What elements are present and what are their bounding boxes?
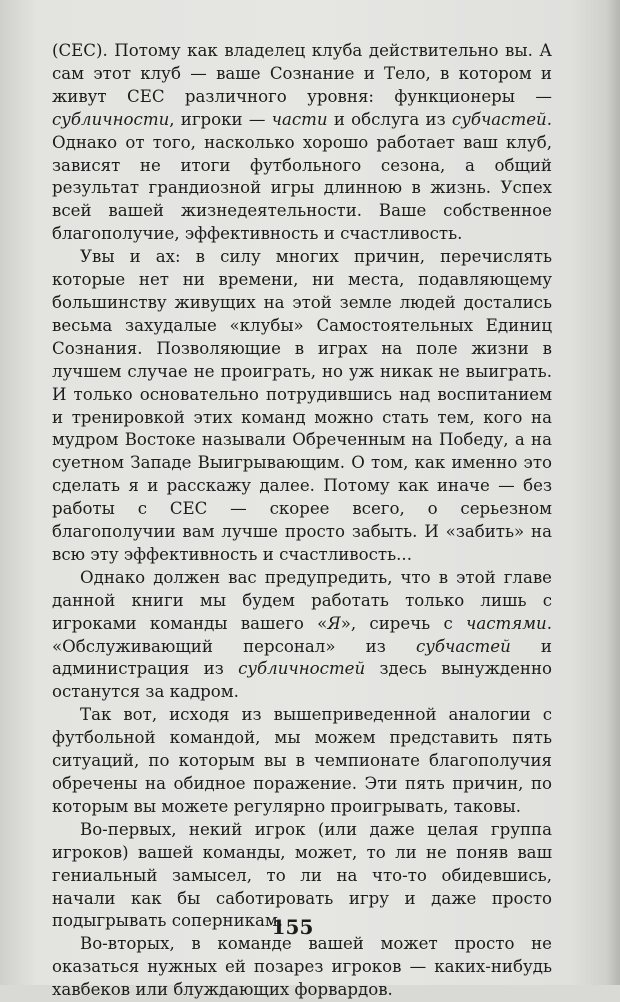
text-run: и обслуга из bbox=[327, 109, 452, 129]
text-run: Однако должен вас предупредить, что в этой главе данной книги мы будем работать только лишь с игроками команды вашего « bbox=[52, 567, 552, 633]
italic-term: субличностей bbox=[238, 659, 366, 679]
paragraph bbox=[52, 704, 552, 819]
page-edge-shadow bbox=[606, 0, 620, 985]
body-text bbox=[52, 40, 552, 1002]
italic-term: частями bbox=[466, 613, 547, 633]
paragraph bbox=[52, 246, 552, 567]
page-number: 155 bbox=[271, 915, 314, 939]
text-run: . Однако от того, насколько хорошо работает ваш клуб, зависят не итоги футбольного сезона, а общий результат грандиозной игры длинною в жизнь. Успех всей вашей жизнедеятельности. Ваше собственное благополучие, эффективность и счастливость. bbox=[52, 109, 552, 244]
text-run: Увы и ах: в силу многих причин, перечислять которые нет ни времени, ни места, подавляющему большинству живущих на этой земле людей достались весьма захудалые «клубы» Самостоятельных Единиц Сознания. Позволяющие в играх на поле жизни в лучшем случае не проиграть, но уж никак не выиграть. И только основательно потрудившись над воспитанием и тренировкой этих команд можно стать тем, кого на мудром Востоке называли Обреченным на Победу, а на суетном Западе Выигрывающим. О том, как именно это сделать я и расскажу далее. Потому как иначе — без работы с СЕС — скорее всего, о серьезном благополучии вам лучше просто забыть. И «забить» на всю эту эффективность и счастливость... bbox=[52, 247, 552, 564]
italic-term: части bbox=[271, 109, 328, 129]
italic-term: субчастей bbox=[451, 109, 547, 129]
text-run: (СЕС). Потому как владелец клуба действительно вы. А сам этот клуб — ваше Сознание и Тело, в котором и живут СЕС различного уровня: функционеры — bbox=[52, 41, 552, 106]
text-run: и администрация из bbox=[52, 636, 552, 679]
text-run: Так вот, исходя из вышеприведенной аналогии с футбольной командой, мы можем представить пять ситуаций, по которым вы в чемпионате благополучия обречены на обидное поражение. Эти пять причин, по которым вы можете регулярно проигрывать, таковы. bbox=[52, 705, 552, 816]
italic-term: Я bbox=[327, 613, 341, 633]
paragraph bbox=[52, 567, 552, 704]
text-run: , игроки — bbox=[169, 109, 272, 129]
italic-term: субличности bbox=[52, 109, 170, 129]
text-run: Во-вторых, в команде вашей может просто не оказаться нужных ей позарез игроков — каких-нибудь хавбеков или блуждающих форвардов. bbox=[52, 934, 552, 1000]
text-run: », сиречь с bbox=[340, 613, 467, 633]
text-run: здесь вынужденно останутся за кадром. bbox=[52, 659, 553, 702]
text-run: . «Обслуживающий персонал» из bbox=[52, 613, 552, 656]
paragraph bbox=[52, 40, 552, 246]
italic-term: субчастей bbox=[415, 636, 511, 656]
paragraph bbox=[52, 933, 552, 1002]
text-run: Во-первых, некий игрок (или даже целая группа игроков) вашей команды, может, то ли не поняв ваш гениальный замысел, то ли на что-то обидевшись, начали как бы саботировать игру и даже просто подыгрывать соперникам. bbox=[52, 819, 552, 931]
